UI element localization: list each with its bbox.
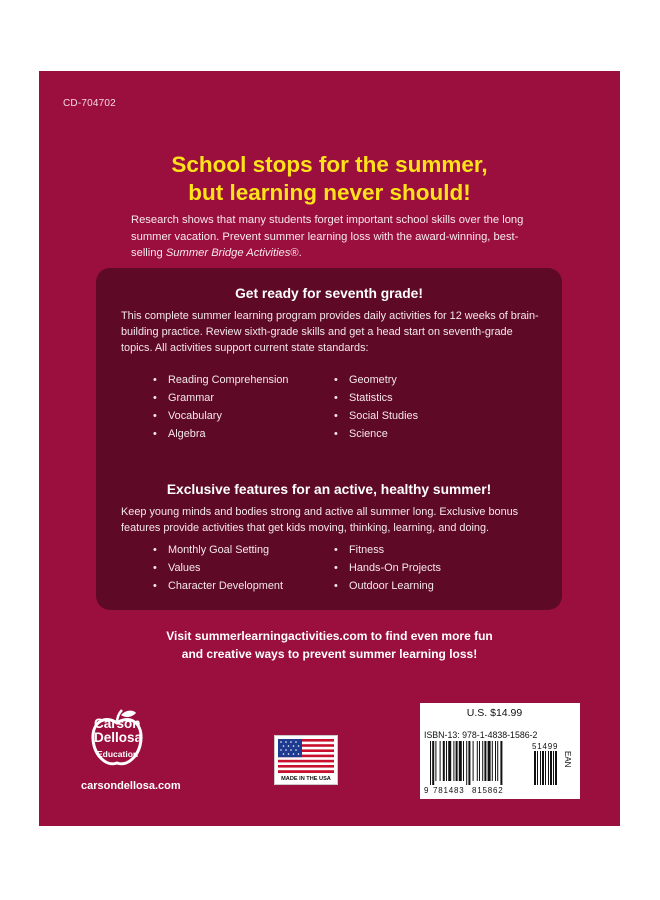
- list-item: • Fitness: [334, 541, 441, 559]
- barcode-group-2: 815862: [472, 786, 504, 795]
- barcode-group-1: 781483: [433, 786, 465, 795]
- list-item: • Geometry: [334, 371, 418, 389]
- intro-text: Research shows that many students forget important school skills over the long summer vacation. Prevent summer learning loss with the award-winning, best-selling: [131, 214, 524, 259]
- grade-list-right: [334, 371, 418, 443]
- visit-line-2: and creative ways to prevent summer learning loss!: [181, 647, 478, 661]
- list-item: • Monthly Goal Setting: [153, 541, 283, 559]
- headline-line-2: but learning never should!: [188, 180, 471, 205]
- logo-line-3: Education: [97, 749, 139, 759]
- list-item: • Hands-On Projects: [334, 559, 441, 577]
- grade-list-left: [153, 371, 288, 443]
- headline: [39, 151, 620, 207]
- made-in-usa-badge: [274, 735, 338, 785]
- intro-title: Summer Bridge Activities: [165, 247, 291, 259]
- list-item: • Science: [334, 425, 418, 443]
- publisher-url: carsondellosa.com: [81, 780, 181, 792]
- features-heading: Exclusive features for an active, healthy summer!: [166, 482, 492, 497]
- features-list-right: [334, 541, 441, 595]
- intro-suffix: ®.: [290, 247, 302, 259]
- list-item: • Values: [153, 559, 283, 577]
- headline-line-1: School stops for the summer,: [171, 152, 488, 177]
- list-item: • Social Studies: [334, 407, 418, 425]
- list-item: • Algebra: [153, 425, 288, 443]
- features-list-left: [153, 541, 283, 595]
- list-item: • Reading Comprehension: [153, 371, 288, 389]
- logo-wordmark: [94, 717, 142, 745]
- visit-line-1: Visit summerlearningactivities.com to find even more fun: [166, 629, 493, 643]
- isbn: ISBN-13: 978-1-4838-1586-2: [424, 730, 538, 740]
- book-back-cover: [39, 71, 620, 826]
- visit-message: [39, 627, 620, 663]
- product-code: CD-704702: [63, 98, 116, 109]
- list-item: • Vocabulary: [153, 407, 288, 425]
- intro-paragraph: [131, 212, 531, 262]
- list-item: • Statistics: [334, 389, 418, 407]
- list-item: • Character Development: [153, 577, 283, 595]
- logo-line-2: Dellosa: [94, 730, 143, 745]
- list-item: • Grammar: [153, 389, 288, 407]
- made-in-usa-label: MADE IN THE USA: [281, 776, 331, 782]
- grade-heading: Get ready for seventh grade!: [235, 286, 423, 301]
- us-flag-icon: [278, 739, 334, 773]
- ean-label: EAN: [563, 751, 572, 768]
- barcode-first-digit: 9: [424, 786, 430, 795]
- barcode-panel: [420, 703, 569, 799]
- carson-dellosa-logo: [79, 697, 219, 797]
- info-box: [96, 268, 562, 610]
- features-body: Keep young minds and bodies strong and active all summer long. Exclusive bonus features provide activities that get kids moving, thinking, learning, and doing.: [121, 506, 519, 534]
- logo-line-1: Carson: [94, 716, 141, 731]
- price: U.S. $14.99: [466, 707, 523, 719]
- list-item: • Outdoor Learning: [334, 577, 441, 595]
- barcode-addon: 51499: [532, 742, 559, 751]
- grade-body: This complete summer learning program provides daily activities for 12 weeks of brain-building practice. Review sixth-grade skills and get a head start on seventh-grade topics. All activities support current state standards:: [121, 310, 539, 354]
